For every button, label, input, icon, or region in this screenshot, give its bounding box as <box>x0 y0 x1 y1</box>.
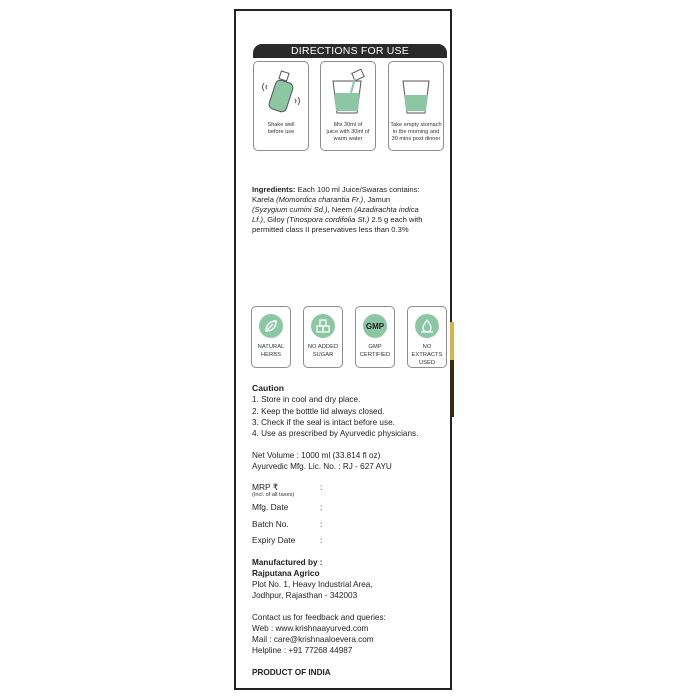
caution-title: Caution <box>252 383 284 393</box>
step-text-line: before use <box>267 129 295 135</box>
ingredients-text: , Giloy <box>262 215 287 224</box>
step-text-line: 30 mins post dinner <box>391 136 441 142</box>
step-text-line: Shake well <box>267 122 295 128</box>
ingredients-botanical: (Momordica charantia Fr.) <box>276 195 364 204</box>
badge-label <box>304 343 342 359</box>
badge-label-line: NO <box>422 344 432 350</box>
step-text-line: warm water <box>333 136 363 142</box>
step-text-line: Take empty stomach <box>390 122 442 128</box>
badge-label-line: CERTIFIED <box>359 352 391 358</box>
caution-item: 4. Use as prescribed by Ayurvedic physicians. <box>252 429 419 438</box>
badge-gmp-certified <box>355 306 395 368</box>
caution-item: 1. Store in cool and dry place. <box>252 395 361 404</box>
product-origin: PRODUCT OF INDIA <box>252 668 331 677</box>
badge-label <box>408 343 446 367</box>
net-volume: Net Volume : 1000 ml (33.814 fl oz) <box>252 451 381 460</box>
mfg-date-label: Mfg. Date <box>252 502 289 512</box>
glass-icon <box>393 67 439 117</box>
badge-natural-herbs <box>251 306 291 368</box>
ingredients-text: Karela <box>252 195 277 204</box>
badge-label-line: USED <box>418 360 436 366</box>
gmp-icon-text: GMP <box>365 321 385 331</box>
ingredients-botanical: Lf.) <box>252 215 263 224</box>
contact-mail: Mail : care@krishnaaloevera.com <box>252 635 374 644</box>
manufacturer-label: Manufactured by : <box>252 558 323 567</box>
direction-step-take <box>388 61 444 151</box>
badge-label-line: GMP <box>368 344 382 350</box>
badge-no-extracts-used <box>407 306 447 368</box>
mfg-license: Ayurvedic Mfg. Lic. No. : RJ - 627 AYU <box>252 462 392 471</box>
mrp-colon: : <box>320 482 323 492</box>
leaf-icon <box>259 314 283 338</box>
caution-item: 3. Check if the seal is intact before use. <box>252 418 395 427</box>
ingredients-text: , Neem <box>327 205 355 214</box>
step-text-line: Mix 30ml of <box>333 122 363 128</box>
no-extract-icon <box>415 314 439 338</box>
contact-helpline: Helpline : +91 77268 44987 <box>252 646 353 655</box>
ingredients-text: , Jamun <box>363 195 391 204</box>
badge-label-line: EXTRACTS <box>411 352 443 358</box>
side-color-strip <box>450 322 454 417</box>
badge-label-line: NO ADDED <box>307 344 339 350</box>
sugar-cubes-icon <box>311 314 335 338</box>
ingredients-botanical: (Syzygium cumini Sd.) <box>252 205 328 214</box>
badge-label-line: HERBS <box>261 352 281 358</box>
expiry-date-label: Expiry Date <box>252 535 296 545</box>
step-text-line: juice with 30ml of <box>326 129 370 135</box>
ingredients-label: Ingredients: <box>252 185 296 194</box>
manufacturer-address: Jodhpur, Rajasthan - 342003 <box>252 591 358 600</box>
mfg-date-colon: : <box>320 502 323 512</box>
shake-bottle-icon <box>258 67 304 117</box>
mrp-label: MRP ₹ <box>252 482 279 492</box>
batch-no-label: Batch No. <box>252 519 289 529</box>
ingredients-text: 2.5 g each with <box>369 215 423 224</box>
step-text-line: in the morning and <box>392 129 440 135</box>
mrp-note: (Incl. of all taxes) <box>252 492 295 498</box>
badge-label <box>356 343 394 359</box>
manufacturer-name: Rajputana Agrico <box>252 569 320 578</box>
badge-label <box>252 343 290 359</box>
glass-pour-icon <box>325 67 371 117</box>
batch-no-colon: : <box>320 519 323 529</box>
badge-label-line: SUGAR <box>312 352 334 358</box>
gmp-icon <box>363 314 387 338</box>
caution-item: 2. Keep the botttle lid always closed. <box>252 407 385 416</box>
badge-label-line: NATURAL <box>257 344 285 350</box>
badge-no-added-sugar <box>303 306 343 368</box>
contact-intro: Contact us for feedback and queries: <box>252 613 386 622</box>
ingredients-botanical: (Azadirachta indica <box>354 205 419 214</box>
ingredients-botanical: (Tinospora cordifolia St.) <box>286 215 370 224</box>
ingredients-text: Each 100 ml Juice/Swaras contains: <box>295 185 420 194</box>
label-panel <box>234 9 452 690</box>
directions-header: DIRECTIONS FOR USE <box>253 44 447 58</box>
ingredients-block <box>252 185 448 235</box>
ingredients-text: permitted class II preservatives less than 0.3% <box>252 225 409 234</box>
contact-web: Web : www.krishnaayurved.com <box>252 624 369 633</box>
expiry-date-colon: : <box>320 535 323 545</box>
direction-step-mix <box>320 61 376 151</box>
direction-step-shake <box>253 61 309 151</box>
manufacturer-address: Plot No. 1, Heavy Industrial Area, <box>252 580 373 589</box>
